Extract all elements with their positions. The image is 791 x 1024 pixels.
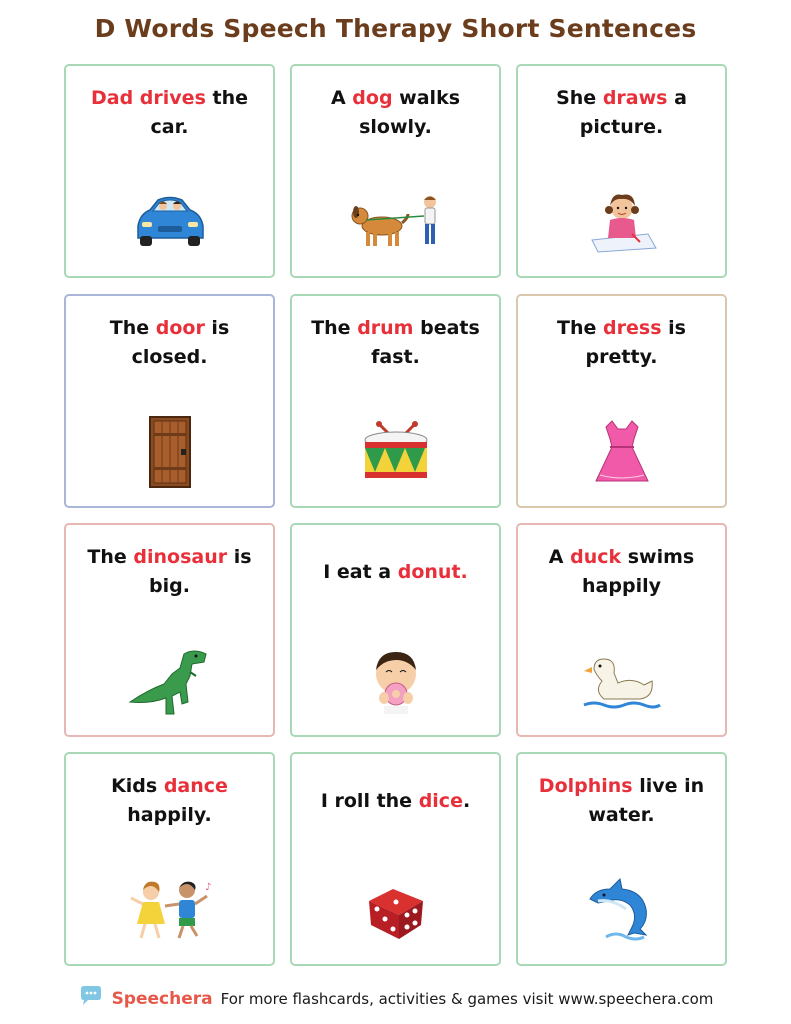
flashcard-dad-drives — [64, 64, 275, 278]
flashcard-drum — [290, 294, 501, 508]
kids-dancing-icon — [115, 870, 225, 950]
dog-walking-icon — [341, 182, 451, 262]
sentence: The dinosaur is big. — [87, 546, 252, 597]
flashcard-draws — [516, 64, 727, 278]
target-word: dance — [163, 775, 228, 797]
sentence: The drum beats fast. — [311, 317, 480, 368]
flashcard-dice — [290, 752, 501, 966]
target-word: donut. — [397, 560, 468, 583]
sentence: I roll the dice. — [320, 789, 471, 812]
target-word: dog — [352, 87, 393, 109]
sentence: She draws a picture. — [556, 87, 687, 138]
target-word: draws — [602, 87, 668, 109]
brand-name: Speechera — [111, 989, 213, 1009]
target-word: dinosaur — [133, 546, 228, 568]
svg-text:♪: ♪ — [204, 882, 211, 893]
sentence: A dog walks slowly. — [330, 87, 461, 138]
sentence: The dress is pretty. — [557, 317, 686, 368]
duck-icon — [567, 641, 677, 721]
sentence: Dad drives the car. — [91, 87, 248, 138]
sentence: A duck swims happily — [548, 546, 695, 597]
flashcard-dance — [64, 752, 275, 966]
dice-icon — [341, 870, 451, 950]
flashcard-dolphins — [516, 752, 727, 966]
page-title: D Words Speech Therapy Short Sentences — [94, 14, 697, 43]
dolphin-icon — [567, 870, 677, 950]
flashcard-duck — [516, 523, 727, 737]
target-word: dress — [603, 317, 662, 339]
target-word: Dad drives — [91, 87, 206, 109]
dress-icon — [567, 412, 677, 492]
dinosaur-icon — [115, 641, 225, 721]
target-word: dice — [418, 789, 463, 812]
speech-bubble-logo-icon — [78, 985, 104, 1013]
door-icon — [115, 412, 225, 492]
car-icon — [115, 182, 225, 262]
sentence: The door is closed. — [109, 317, 230, 368]
target-word: drum — [357, 317, 414, 339]
sentence: I eat a donut. — [323, 560, 468, 583]
sentence: Dolphins live in water. — [538, 775, 705, 826]
footer — [0, 984, 791, 1014]
flashcard-dinosaur — [64, 523, 275, 737]
sentence: Kids dance happily. — [111, 775, 228, 826]
footer-text: For more flashcards, activities & games visit www.speechera.com — [220, 990, 714, 1008]
girl-drawing-icon — [567, 182, 677, 262]
flashcard-dress — [516, 294, 727, 508]
drum-icon — [341, 412, 451, 492]
target-word: door — [155, 317, 205, 339]
boy-donut-icon — [341, 641, 451, 721]
flashcard-dog — [290, 64, 501, 278]
target-word: duck — [570, 546, 622, 568]
target-word: Dolphins — [538, 775, 633, 797]
flashcard-door — [64, 294, 275, 508]
flashcard-donut — [290, 523, 501, 737]
